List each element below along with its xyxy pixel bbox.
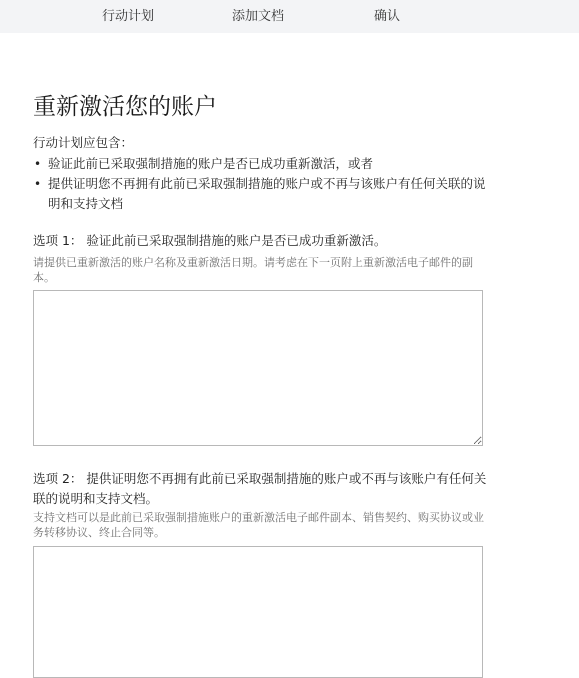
step-action-plan[interactable]: 行动计划 (102, 9, 155, 24)
list-item (33, 154, 493, 174)
step-add-documents[interactable]: 添加文档 (232, 9, 285, 24)
step-confirm[interactable]: 确认 (374, 9, 401, 24)
requirement-text-2: 提供证明您不再拥有此前已采取强制措施的账户或不再与该账户有任何关联的说明和支持文档 (48, 176, 486, 211)
option-1-hint: 请提供已重新激活的账户名称及重新激活日期。请考虑在下一页附上重新激活电子邮件的副本。 (33, 256, 473, 284)
progress-steps-bar (0, 0, 579, 33)
option-1-textarea[interactable] (33, 290, 483, 446)
option-2-hint: 支持文档可以是此前已采取强制措施账户的重新激活电子邮件副本、销售契约、购买协议或业务转移协议、终止合同等。 (33, 511, 484, 539)
requirement-text-1: 验证此前已采取强制措施的账户是否已成功重新激活，或者 (48, 156, 374, 171)
list-item (33, 174, 493, 214)
bullet-icon: • (34, 177, 42, 191)
option-2-title: 选项 2： 提供证明您不再拥有此前已采取强制措施的账户或不再与该账户有任何关联的说明和支持文档。 (33, 471, 487, 506)
intro-text: 行动计划应包含： (33, 135, 134, 150)
bullet-icon: • (34, 157, 42, 171)
option-2-textarea[interactable] (33, 546, 483, 678)
requirements-list (33, 154, 493, 214)
page-title: 重新激活您的账户 (33, 94, 217, 120)
option-1-title: 选项 1： 验证此前已采取强制措施的账户是否已成功重新激活。 (33, 233, 387, 248)
